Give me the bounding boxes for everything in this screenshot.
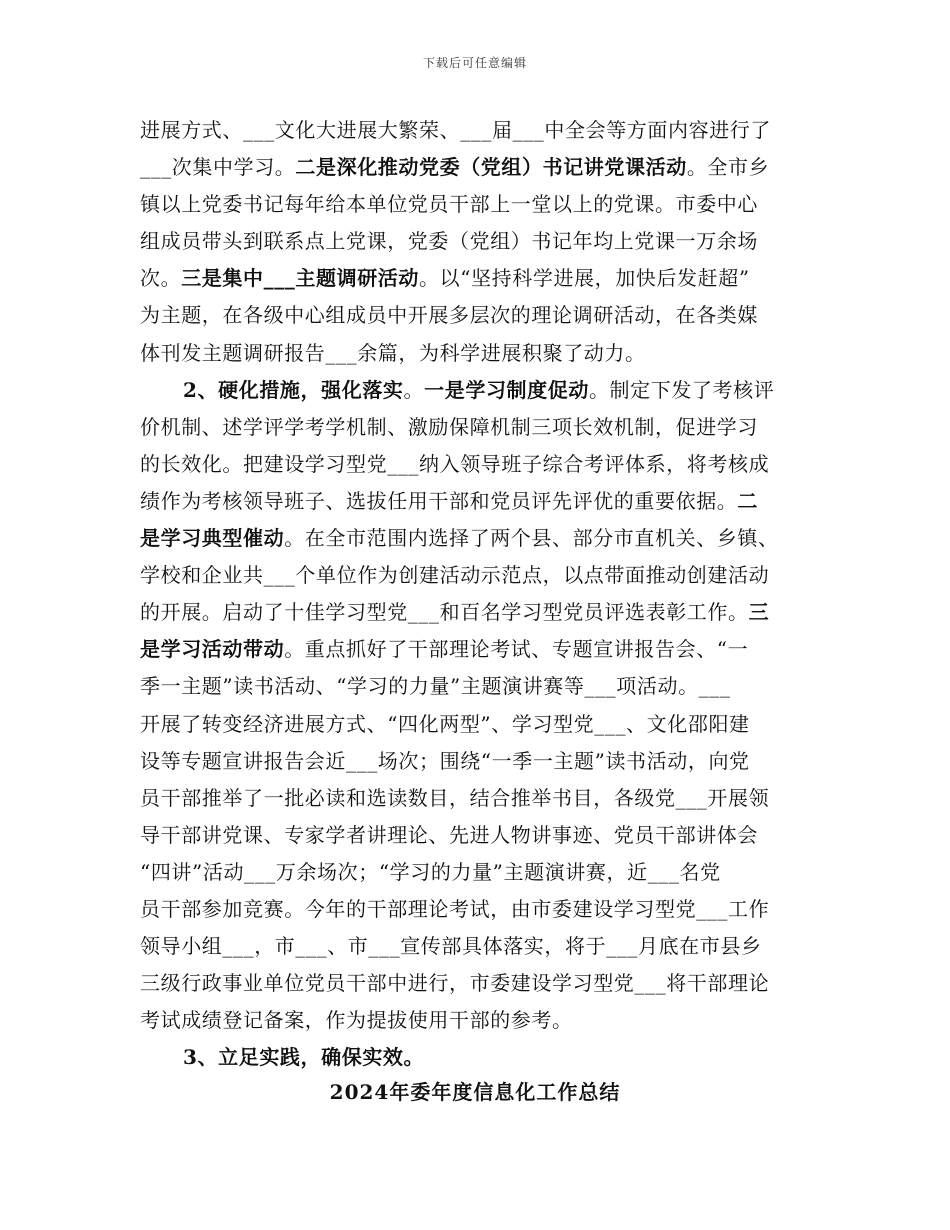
text-segment: 员干部参加竞赛。今年的干部理论考试，由市委建设学习型党___工作 (140, 896, 770, 921)
text-line (140, 780, 825, 817)
bold-text-segment: 三 (748, 600, 770, 625)
text-segment: 组成员带头到联系点上党课，党委（党组）书记年均上党课一万余场 (140, 229, 758, 254)
text-segment: 考试成绩登记备案，作为提拔使用干部的参考。 (140, 1008, 573, 1033)
bold-text-segment: 三是集中___主题调研活动 (181, 266, 420, 291)
bold-text-segment: 2、硬化措施，强化落实 (183, 377, 404, 402)
text-line (140, 668, 825, 705)
text-segment: 镇以上党委书记每年给本单位党员干部上一堂以上的党课。市委中心 (140, 192, 758, 217)
text-segment: 三级行政事业单位党员干部中进行，市委建设学习型党___将干部理论 (140, 971, 770, 996)
text-line (140, 706, 825, 743)
text-segment: 导干部讲党课、专家学者讲理论、先进人物讲事迹、党员干部讲体会 (140, 822, 758, 847)
text-segment: 进展方式、___文化大进展大繁荣、___届___中全会等方面内容进行了 (140, 118, 771, 142)
text-line (140, 483, 825, 520)
text-segment: 。 (403, 377, 425, 402)
text-segment: 。重点抓好了干部理论考试、专题宣讲报告会、“一 (284, 637, 749, 662)
text-segment: 。在全市范围内选择了两个县、部分市直机关、乡镇、 (284, 526, 779, 551)
bold-text-segment: 二是深化推动党委（党组）书记讲党课活动 (295, 155, 687, 180)
text-segment: 的长效化。把建设学习型党___纳入领导班子综合考评体系，将考核成 (140, 451, 770, 476)
text-line (140, 112, 825, 149)
text-line (140, 817, 825, 854)
text-line (140, 446, 825, 483)
text-line (140, 260, 825, 297)
text-line (140, 594, 825, 631)
bold-text-segment: 是学习活动带动 (140, 637, 285, 662)
text-segment: 。以“坚持科学进展，加快后发赶超” (419, 266, 750, 291)
text-line (140, 409, 825, 446)
text-segment: 领导小组___，市___、市___宣传部具体落实，将于___月底在市县乡 (140, 934, 762, 959)
text-line (140, 223, 825, 260)
text-line (140, 520, 825, 557)
text-segment: “四讲”活动___万余场次；“学习的力量”主题演讲赛，近___名党 (140, 859, 721, 884)
text-line (140, 1002, 825, 1039)
text-segment: ___次集中学习。 (140, 155, 296, 180)
text-segment: 体刊发主题调研报告___余篇，为科学进展积聚了动力。 (140, 340, 646, 365)
text-line (140, 891, 825, 928)
text-line (140, 149, 825, 186)
bold-text-segment: 3、立足实践，确保实效。 (183, 1045, 425, 1070)
text-segment: 绩作为考核领导班子、选拔任用干部和党员评先评优的重要依据。 (140, 488, 738, 513)
bold-text-segment: 一是学习制度促动 (424, 377, 589, 402)
text-segment: 为主题，在各级中心组成员中开展多层次的理论调研活动，在各类媒 (140, 303, 758, 328)
text-line (140, 854, 825, 891)
text-segment: 。全市乡 (686, 155, 770, 180)
text-line (140, 297, 825, 334)
text-line (140, 743, 825, 780)
text-line (140, 335, 825, 372)
page-header: 下载后可任意编辑 (422, 56, 527, 70)
text-segment: 员干部推举了一批必读和选读数目，结合推举书目，各级党___开展领 (140, 785, 770, 810)
text-segment: 设等专题宣讲报告会近___场次；围绕“一季一主题”读书活动，向党 (140, 748, 750, 773)
text-segment: 的开展。启动了十佳学习型党___和百名学习型党员评选表彰工作。 (140, 600, 749, 625)
text-segment: 学校和企业共___个单位作为创建活动示范点，以点带面推动创建活动 (140, 563, 770, 588)
text-segment: 。制定下发了考核评 (588, 377, 775, 402)
document-title: 2024年委年度信息化工作总结 (329, 1080, 621, 1104)
bold-text-segment: 二 (737, 488, 759, 513)
text-line (140, 928, 825, 965)
text-segment: 次。 (140, 266, 182, 291)
text-line (140, 965, 825, 1002)
text-line (140, 631, 825, 668)
text-line (140, 186, 825, 223)
text-segment: 价机制、述学评学考学机制、激励保障机制三项长效机制，促进学习 (140, 414, 758, 439)
text-line (140, 1039, 825, 1076)
body-text (140, 112, 825, 1076)
text-segment: 季一主题”读书活动、“学习的力量”主题演讲赛等___项活动。___ (140, 674, 731, 699)
text-line (140, 557, 825, 594)
bold-text-segment: 是学习典型催动 (140, 526, 285, 551)
text-segment: 开展了转变经济进展方式、“四化两型”、学习型党___、文化邵阳建 (140, 711, 750, 736)
text-line (140, 372, 825, 409)
